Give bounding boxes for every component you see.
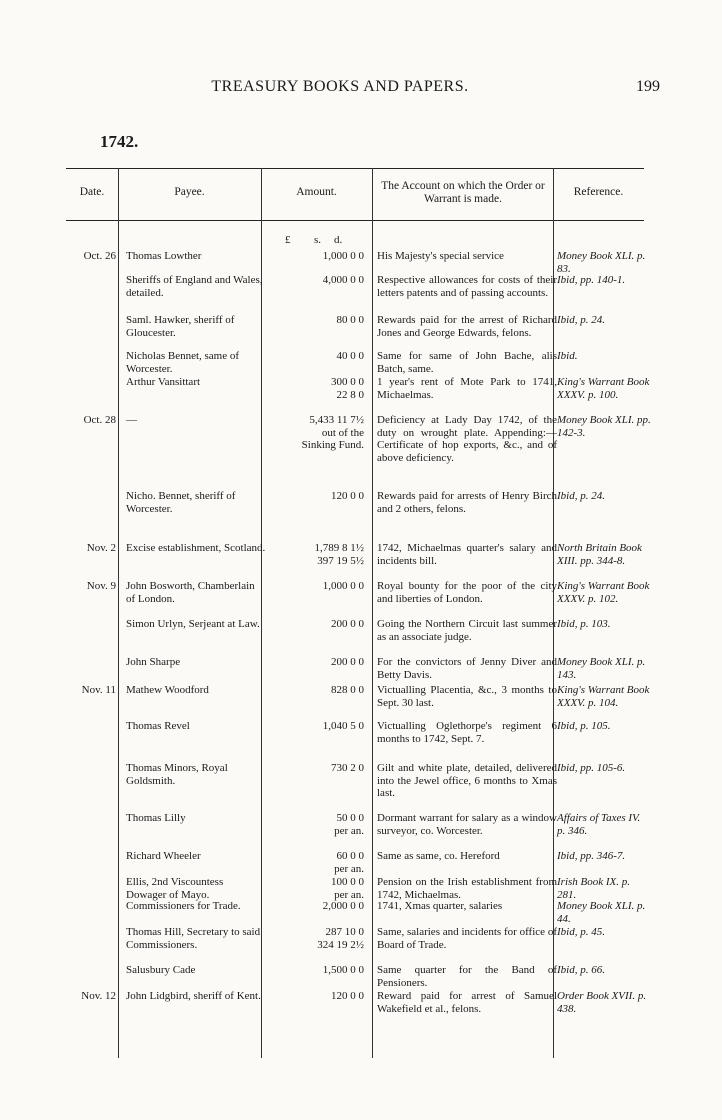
entry-account: For the convictors of Jenny Diver and Betty Davis.	[377, 656, 557, 681]
entry-amount: 200 0 0	[331, 656, 364, 668]
entry-payee: Thomas Minors, Royal Goldsmith.	[126, 762, 228, 787]
entry-account: 1742, Michaelmas quarter's salary and incidents bill.	[377, 542, 557, 567]
entry-payee: Simon Urlyn, Serjeant at Law.	[126, 618, 260, 630]
column-header-account: The Account on which the Order or Warrant is made.	[381, 180, 545, 205]
entry-amount: 120 0 0	[331, 490, 364, 502]
entry-account: Royal bounty for the poor of the city and liberties of London.	[377, 580, 557, 605]
entry-amount: 1,040 5 0	[322, 720, 364, 732]
entry-payee: Thomas Lilly	[126, 812, 186, 824]
entry-amount: 120 0 0	[331, 990, 364, 1002]
column-divider	[261, 168, 262, 1058]
entry-date: Oct. 26	[83, 250, 116, 262]
entry-payee: Nicholas Bennet, same of Worcester.	[126, 350, 240, 375]
entry-amount: 200 0 0	[331, 618, 364, 630]
page-number: 199	[636, 78, 660, 95]
entry-account: Rewards paid for arrests of Henry Birch and 2 others, felons.	[377, 490, 557, 515]
entry-payee: Mathew Woodford	[126, 684, 209, 696]
entry-reference: King's Warrant Book XXXV. p. 102.	[557, 580, 650, 605]
entry-payee: Salusbury Cade	[126, 964, 196, 976]
entry-amount: 1,789 8 1½ 397 19 5½	[314, 542, 364, 567]
entry-amount: 2,000 0 0	[322, 900, 364, 912]
top-rule	[66, 168, 644, 169]
entry-reference: Money Book XLI. p. 143.	[557, 656, 646, 681]
entry-amount: 100 0 0 per an.	[331, 876, 364, 901]
entry-reference: Ibid, p. 66.	[557, 964, 605, 976]
entry-payee: Nicho. Bennet, sheriff of Worcester.	[126, 490, 236, 515]
entry-date: Nov. 12	[81, 990, 116, 1002]
entry-account: Same quarter for the Band of Pensioners.	[377, 964, 557, 989]
entry-amount: 287 10 0 324 19 2½	[317, 926, 364, 951]
entry-amount: 80 0 0	[336, 314, 364, 326]
entry-account: Respective allowances for costs of their letters patents and of passing accounts.	[377, 274, 557, 299]
entry-amount: 1,000 0 0	[322, 250, 364, 262]
entry-account: Victualling Placentia, &c., 3 months to Sept. 30 last.	[377, 684, 557, 709]
entry-account: Same, salaries and incidents for office of Board of Trade.	[377, 926, 557, 951]
entry-amount: 300 0 0 22 8 0	[331, 376, 364, 401]
entry-reference: Order Book XVII. p. 438.	[557, 990, 647, 1015]
entry-payee: John Lidgbird, sheriff of Kent.	[126, 990, 261, 1002]
entry-reference: Ibid, pp. 140-1.	[557, 274, 626, 286]
entry-payee: Richard Wheeler	[126, 850, 201, 862]
header-rule	[66, 220, 644, 221]
entry-reference: North Britain Book XIII. pp. 344-8.	[557, 542, 642, 567]
column-divider	[372, 168, 373, 1058]
column-header-amount: Amount.	[296, 186, 337, 198]
entry-reference: Irish Book IX. p. 281.	[557, 876, 631, 901]
entry-amount: 1,000 0 0	[322, 580, 364, 592]
entry-amount: 5,433 11 7½ out of the Sinking Fund.	[301, 414, 364, 451]
entry-reference: Ibid, p. 24.	[557, 490, 605, 502]
column-divider	[118, 168, 119, 1058]
running-title: TREASURY BOOKS AND PAPERS.	[211, 78, 469, 95]
entry-account: 1741, Xmas quarter, salaries	[377, 900, 503, 912]
shillings-label: s.	[314, 234, 322, 246]
entry-account: Dormant warrant for salary as a window surveyor, co. Worcester.	[377, 812, 557, 837]
entry-account: His Majesty's special service	[377, 250, 504, 262]
entry-payee: Thomas Hill, Secretary to said Commissioners.	[126, 926, 261, 951]
entry-payee: Commissioners for Trade.	[126, 900, 241, 912]
entry-account: 1 year's rent of Mote Park to 1741, Michaelmas.	[377, 376, 557, 401]
pence-label: d.	[334, 234, 343, 246]
entry-amount: 50 0 0 per an.	[334, 812, 364, 837]
entry-date: Nov. 9	[86, 580, 116, 592]
entry-account: Going the Northern Circuit last summer as an associate judge.	[377, 618, 557, 643]
entry-payee: Arthur Vansittart	[126, 376, 201, 388]
entry-amount: 60 0 0 per an.	[334, 850, 364, 875]
entry-payee: John Sharpe	[126, 656, 181, 668]
entry-amount: 40 0 0	[336, 350, 364, 362]
year-heading: 1742.	[100, 132, 139, 151]
entry-account: Same for same of John Bache, alis Batch, same.	[377, 350, 557, 375]
entry-reference: Money Book XLI. p. 44.	[557, 900, 646, 925]
entry-reference: Ibid, p. 24.	[557, 314, 605, 326]
entry-reference: Money Book XLI. pp. 142-3.	[557, 414, 651, 439]
column-divider	[553, 168, 554, 1058]
entry-account: Deficiency at Lady Day 1742, of the duty on wrought plate. Appending:—Certificate of hop exports, &c., and of above deficiency.	[377, 414, 557, 464]
column-header-reference: Reference.	[573, 186, 624, 198]
entry-payee: Thomas Lowther	[126, 250, 202, 262]
entry-reference: Ibid, p. 103.	[557, 618, 611, 630]
entry-reference: Money Book XLI. p. 83.	[557, 250, 646, 275]
column-header-payee: Payee.	[174, 186, 205, 198]
column-header-date: Date.	[79, 186, 105, 198]
entry-payee: Saml. Hawker, sheriff of Gloucester.	[126, 314, 235, 339]
entry-payee: Ellis, 2nd Viscountess Dowager of Mayo.	[126, 876, 224, 901]
entry-payee: Thomas Revel	[126, 720, 190, 732]
entry-amount: 828 0 0	[331, 684, 364, 696]
entry-account: Gilt and white plate, detailed, delivered into the Jewel office, 6 months to Xmas last.	[377, 762, 557, 799]
entry-amount: 4,000 0 0	[322, 274, 364, 286]
entry-reference: Ibid.	[557, 350, 578, 362]
entry-payee: —	[126, 414, 137, 426]
entry-reference: Ibid, pp. 105-6.	[557, 762, 626, 774]
entry-date: Oct. 28	[83, 414, 116, 426]
entry-date: Nov. 11	[81, 684, 116, 696]
pounds-label: £	[285, 234, 291, 246]
entry-account: Pension on the Irish establishment from 1742, Michaelmas.	[377, 876, 557, 901]
ledger-table	[66, 168, 651, 1058]
entry-amount: 730 2 0	[331, 762, 364, 774]
entry-account: Victualling Oglethorpe's regiment 6 months to 1742, Sept. 7.	[377, 720, 557, 745]
entry-reference: Ibid, pp. 346-7.	[557, 850, 626, 862]
entry-reference: Affairs of Taxes IV. p. 346.	[557, 812, 641, 837]
entry-date: Nov. 2	[86, 542, 116, 554]
entry-payee: John Bosworth, Chamberlain of London.	[126, 580, 255, 605]
entry-reference: King's Warrant Book XXXV. p. 104.	[557, 684, 650, 709]
running-head	[60, 78, 660, 102]
entry-reference: King's Warrant Book XXXV. p. 100.	[557, 376, 650, 401]
entry-payee: Sheriffs of England and Wales, detailed.	[126, 274, 263, 299]
entry-payee: Excise establishment, Scotland.	[126, 542, 266, 554]
entry-amount: 1,500 0 0	[322, 964, 364, 976]
entry-account: Rewards paid for the arrest of Richard Jones and George Edwards, felons.	[377, 314, 557, 339]
entry-reference: Ibid, p. 45.	[557, 926, 605, 938]
entry-account: Same as same, co. Hereford	[377, 850, 500, 862]
entry-account: Reward paid for arrest of Samuel Wakefield et al., felons.	[377, 990, 557, 1015]
entry-reference: Ibid, p. 105.	[557, 720, 611, 732]
